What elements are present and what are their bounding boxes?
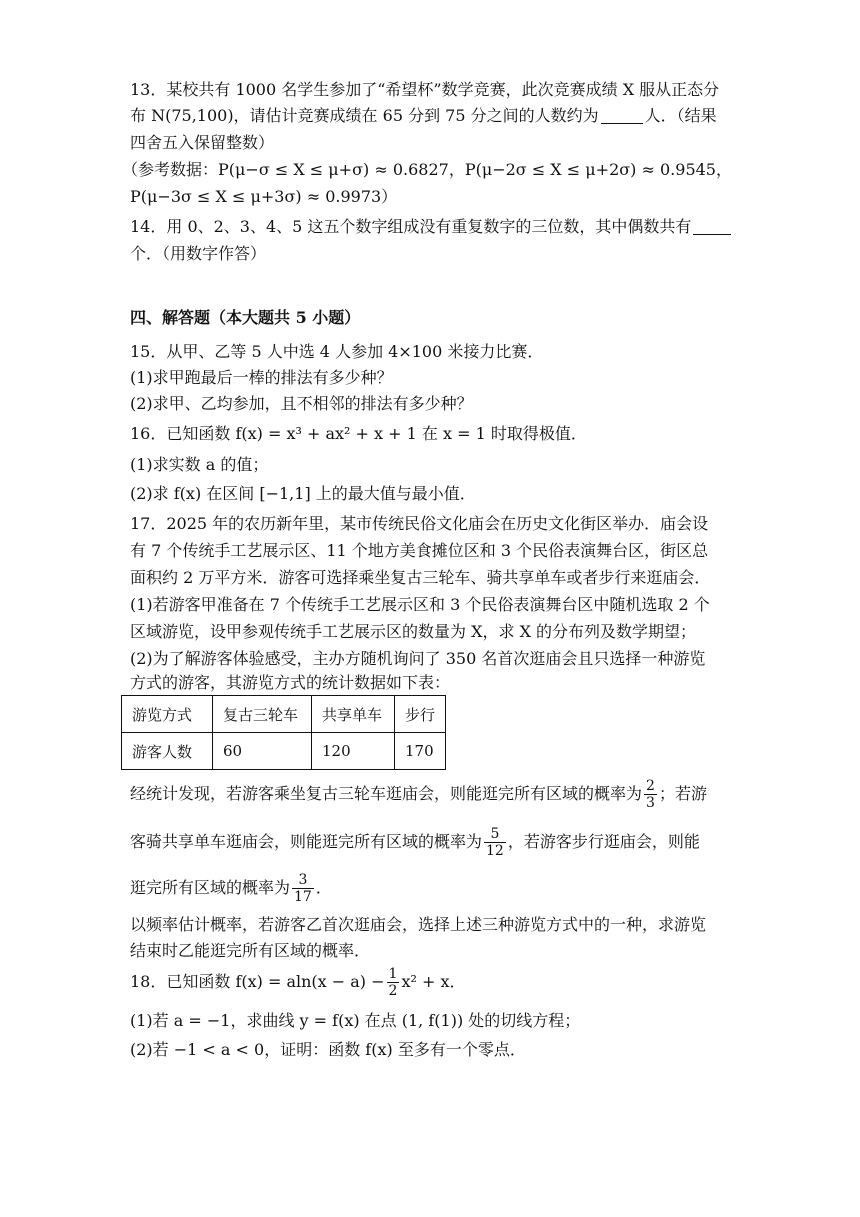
q17-prob-line-3 (130, 872, 332, 905)
q17-line-2: 有 7 个传统手工艺展示区、11 个地方美食摊位区和 3 个民俗表演舞台区，街区总 (130, 541, 709, 560)
q13-line-3: 四舍五入保留整数） (130, 133, 275, 152)
q17-prob-2b: ，若游客步行逛庙会，则能 (507, 832, 700, 851)
table-header-cell: 步行 (395, 696, 446, 733)
q15-part-2: (2)求甲、乙均参加，且不相邻的排法有多少种？ (130, 394, 473, 413)
q13-reference-line-1: （参考数据：P(μ−σ ≤ X ≤ μ+σ) ≈ 0.6827，P(μ−2σ ≤ X ≤ μ+2σ) ≈ 0.9545， (122, 160, 732, 179)
q15-part-1: (1)求甲跑最后一棒的排法有多少种？ (130, 368, 393, 387)
q17-stats-table (121, 695, 446, 770)
q17-prob-1b: ；若游 (658, 784, 707, 803)
fraction-denominator: 2 (388, 983, 398, 999)
fraction-numerator: 2 (646, 778, 655, 794)
fraction-numerator: 3 (292, 872, 314, 889)
q18-line-1a: 18．已知函数 f(x) = aln(x − a) − (130, 972, 385, 991)
fraction-denominator: 3 (646, 795, 655, 811)
q17-part-1-line-2: 区域游览，设甲参观传统手工艺展示区的数量为 X，求 X 的分布列及数学期望； (130, 622, 697, 641)
fraction-numerator: 5 (484, 826, 506, 843)
table-header-cell: 复古三轮车 (213, 696, 312, 733)
table-header-row (122, 696, 446, 733)
q13-line-1: 13．某校共有 1000 名学生参加了“希望杯”数学竞赛，此次竞赛成绩 X 服从正态分 (130, 80, 720, 99)
q17-line-1: 17．2025 年的农历新年里，某市传统民俗文化庙会在历史文化街区举办．庙会设 (130, 514, 709, 533)
q13-answer-blank (601, 105, 643, 124)
q17-prob-2a: 客骑共享单车逛庙会，则能逛完所有区域的概率为 (130, 832, 483, 851)
fraction-3-17 (292, 872, 314, 905)
table-row (122, 733, 446, 770)
fraction-numerator: 1 (388, 966, 398, 982)
q18-part-2: (2)若 −1 < a < 0，证明：函数 f(x) 至多有一个零点． (130, 1040, 526, 1059)
fraction-denominator: 12 (486, 843, 504, 859)
q14-line-1-text: 14．用 0、2、3、4、5 这五个数字组成没有重复数字的三位数，其中偶数共有 (130, 217, 692, 236)
q14-line-1 (130, 214, 733, 240)
fraction-denominator: 17 (294, 889, 312, 905)
q18-line-1 (130, 966, 466, 999)
q13-line-2 (130, 103, 717, 129)
q17-part-2-line-3: 以频率估计概率，若游客乙首次逛庙会，选择上述三种游览方式中的一种，求游览 (130, 915, 707, 934)
q14-line-2: 个．（用数字作答） (130, 244, 267, 263)
q17-part-1-line-1: (1)若游客甲准备在 7 个传统手工艺展示区和 3 个民俗表演舞台区中随机选取 2 个 (130, 595, 710, 614)
q13-line-2b: 人．（结果 (644, 106, 717, 125)
fraction-5-12 (484, 826, 506, 859)
q17-line-3: 面积约 2 万平方米．游客可选择乘坐复古三轮车、骑共享单车或者步行来逛庙会． (130, 568, 711, 587)
q17-prob-line-2 (130, 826, 700, 859)
q18-part-1: (1)若 a = −1，求曲线 y = f(x) 在点 (1, f(1)) 处的切线方程； (130, 1011, 581, 1030)
q18-line-1b: x² + x． (401, 972, 466, 991)
q16-part-2: (2)求 f(x) 在区间 [−1,1] 上的最大值与最小值． (130, 484, 476, 503)
q16-part-1: (1)求实数 a 的值； (130, 455, 269, 474)
fraction-2-3 (644, 778, 657, 811)
table-header-cell: 游览方式 (122, 696, 213, 733)
q17-prob-3a: 逛完所有区域的概率为 (130, 878, 291, 897)
q17-part-2-line-1: (2)为了解游客体验感受，主办方随机询问了 350 名首次逛庙会且只选择一种游览 (130, 649, 706, 668)
table-cell: 170 (395, 733, 446, 770)
table-header-cell: 共享单车 (312, 696, 395, 733)
table-cell: 120 (312, 733, 395, 770)
q16-line-1: 16．已知函数 f(x) = x³ + ax² + x + 1 在 x = 1 时取得极值． (130, 424, 587, 443)
q17-part-2-line-2: 方式的游客，其游览方式的统计数据如下表： (130, 673, 451, 692)
q13-reference-line-2: P(μ−3σ ≤ X ≤ μ+3σ) ≈ 0.9973） (130, 187, 398, 206)
q17-part-2-line-4: 结束时乙能逛完所有区域的概率． (130, 941, 371, 960)
table-cell: 游客人数 (122, 733, 213, 770)
q15-line-1: 15．从甲、乙等 5 人中选 4 人参加 4×100 米接力比赛． (130, 342, 544, 361)
fraction-1-2 (387, 966, 400, 999)
q17-prob-line-1 (130, 778, 707, 811)
section-4-title: 四、解答题（本大题共 5 小题） (130, 308, 361, 327)
q17-prob-1a: 经统计发现，若游客乘坐复古三轮车逛庙会，则能逛完所有区域的概率为 (130, 784, 643, 803)
q14-answer-blank (693, 216, 731, 235)
table-cell: 60 (213, 733, 312, 770)
q17-prob-3b: ． (315, 878, 332, 897)
q13-line-2a: 布 N(75,100)，请估计竞赛成绩在 65 分到 75 分之间的人数约为 (130, 106, 599, 125)
